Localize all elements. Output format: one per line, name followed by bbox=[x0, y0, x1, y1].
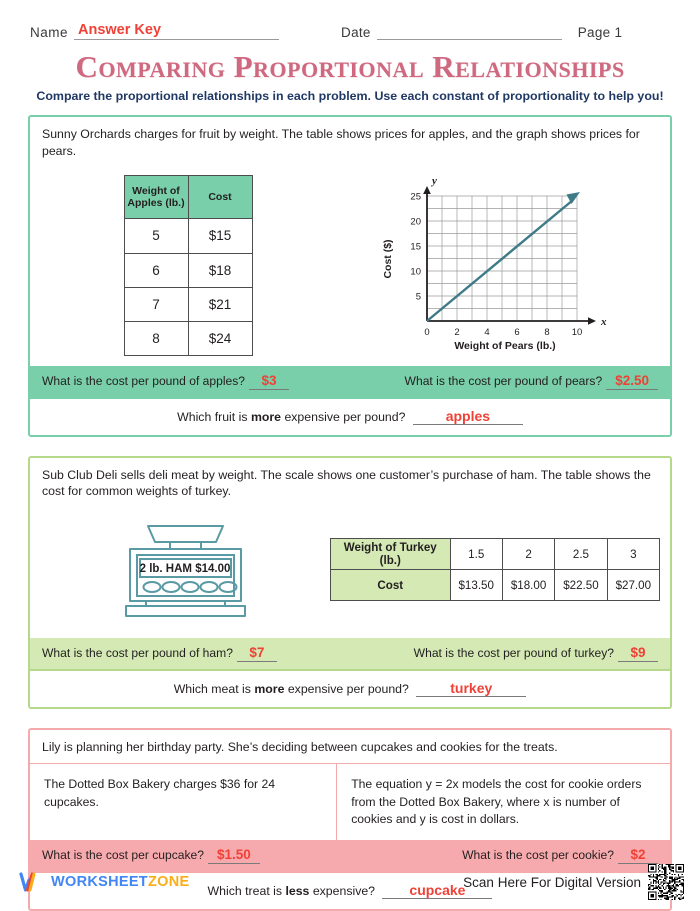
data-series-pears bbox=[427, 192, 580, 321]
final-question-emphasis: less bbox=[285, 883, 310, 898]
scale-button bbox=[162, 582, 179, 592]
logo-text bbox=[51, 874, 189, 890]
worksheet-zone-logo[interactable] bbox=[18, 869, 189, 895]
svg-text:0: 0 bbox=[424, 327, 430, 339]
qr-code-icon[interactable] bbox=[648, 864, 684, 900]
cell-cost: $18 bbox=[188, 253, 252, 287]
problem-2 bbox=[28, 456, 672, 709]
apples-table-wrapper bbox=[38, 171, 338, 356]
final-question-after: expensive per pound? bbox=[284, 409, 406, 424]
question-text: What is the cost per cookie? bbox=[462, 848, 614, 863]
svg-text:10: 10 bbox=[571, 327, 583, 339]
answer-apples-cost[interactable]: $3 bbox=[249, 373, 289, 390]
scale-neck bbox=[170, 542, 201, 549]
apples-col-header-cost: Cost bbox=[188, 176, 252, 219]
y-axis-name: y bbox=[432, 175, 437, 188]
series-line bbox=[427, 200, 573, 321]
cell-weight: 6 bbox=[124, 253, 188, 287]
table-row bbox=[331, 539, 660, 570]
date-input-line[interactable] bbox=[377, 22, 562, 40]
pears-graph bbox=[375, 171, 625, 356]
scale-body bbox=[130, 549, 241, 601]
svg-text:8: 8 bbox=[544, 327, 550, 339]
question-text: What is the cost per cupcake? bbox=[42, 848, 205, 863]
deli-scale-icon bbox=[118, 514, 253, 626]
cupcake-info: The Dotted Box Bakery charges $36 for 24 cupcakes. bbox=[30, 764, 337, 840]
problem-1 bbox=[28, 115, 672, 437]
problem-2-final-row bbox=[30, 669, 670, 707]
problem-1-prompt: Sunny Orchards charges for fruit by weight. The table shows prices for apples, and the graph shows prices for pears. bbox=[30, 117, 670, 167]
problem-3-prompt: Lily is planning her birthday party. She’s deciding between cupcakes and cookies for the treats. bbox=[30, 730, 670, 764]
answer-more-expensive-fruit[interactable]: apples bbox=[413, 408, 523, 425]
problem-2-question-right bbox=[350, 645, 658, 662]
cell-cost: $22.50 bbox=[555, 570, 607, 601]
cell-weight: 1.5 bbox=[450, 539, 502, 570]
problem-1-question-right bbox=[350, 373, 658, 390]
final-question-emphasis: more bbox=[254, 681, 285, 696]
svg-text:5: 5 bbox=[415, 291, 421, 303]
cell-weight: 7 bbox=[124, 287, 188, 321]
answer-less-expensive-treat[interactable]: cupcake bbox=[382, 882, 492, 899]
svg-text:6: 6 bbox=[514, 327, 520, 339]
turkey-row-header-weight: Weight of Turkey (lb.) bbox=[331, 539, 451, 570]
x-axis-label: Weight of Pears (lb.) bbox=[454, 340, 556, 353]
svg-text:20: 20 bbox=[410, 216, 421, 228]
page-number-label: Page 1 bbox=[577, 25, 623, 40]
scale-button bbox=[143, 582, 160, 592]
cell-cost: $18.00 bbox=[502, 570, 554, 601]
problem-2-content bbox=[30, 508, 670, 638]
table-row bbox=[124, 287, 252, 321]
turkey-table-wrapper bbox=[330, 538, 660, 601]
logo-word-worksheet: WORKSHEET bbox=[51, 874, 148, 890]
question-text: What is the cost per pound of turkey? bbox=[413, 645, 614, 660]
cell-weight: 2.5 bbox=[555, 539, 607, 570]
page-subtitle: Compare the proportional relationships in each problem. Use each constant of proportionality to help you! bbox=[36, 89, 664, 103]
logo-word-zone: ZONE bbox=[147, 874, 190, 890]
cell-weight: 2 bbox=[502, 539, 554, 570]
problem-1-content bbox=[30, 167, 670, 366]
cookie-equation-info: The equation y = 2x models the cost for cookie orders from the Dotted Box Bakery, where x is number of cookies and y is cost in dollars. bbox=[351, 777, 642, 826]
answer-cupcake-cost[interactable]: $1.50 bbox=[208, 847, 260, 864]
final-question-after: expensive? bbox=[312, 883, 376, 898]
page-title: Comparing Proportional Relationships bbox=[75, 49, 625, 84]
apples-table bbox=[124, 175, 253, 356]
answer-cookie-cost[interactable]: $2 bbox=[618, 847, 658, 864]
problem-3-question-left bbox=[42, 847, 350, 864]
cell-weight: 8 bbox=[124, 321, 188, 355]
svg-text:4: 4 bbox=[484, 327, 490, 339]
svg-text:15: 15 bbox=[410, 241, 421, 253]
scale-button bbox=[181, 582, 198, 592]
scale-tray bbox=[148, 526, 223, 542]
name-answer-value: Answer Key bbox=[78, 22, 162, 38]
answer-pears-cost[interactable]: $2.50 bbox=[606, 373, 658, 390]
y-axis-label: Cost ($) bbox=[382, 239, 394, 279]
turkey-table bbox=[330, 538, 660, 601]
cell-cost: $21 bbox=[188, 287, 252, 321]
table-row bbox=[124, 219, 252, 253]
problem-2-answer-row bbox=[30, 638, 670, 669]
cell-weight: 5 bbox=[124, 219, 188, 253]
pears-graph-wrapper bbox=[338, 171, 662, 356]
cell-cost: $24 bbox=[188, 321, 252, 355]
x-axis-name: x bbox=[601, 316, 607, 329]
cell-weight: 3 bbox=[607, 539, 659, 570]
y-axis-arrow bbox=[423, 186, 431, 194]
date-label: Date bbox=[341, 25, 371, 40]
question-text: What is the cost per pound of ham? bbox=[42, 645, 233, 660]
cell-cost: $15 bbox=[188, 219, 252, 253]
scan-instruction-text: Scan Here For Digital Version bbox=[463, 874, 641, 890]
x-axis-arrow bbox=[588, 317, 596, 325]
problem-1-question-left bbox=[42, 373, 350, 390]
final-question-after: expensive per pound? bbox=[287, 681, 409, 696]
scale-body-inner bbox=[137, 555, 234, 596]
final-question-before: Which treat is bbox=[207, 883, 283, 898]
svg-text:2: 2 bbox=[454, 327, 460, 339]
name-label: Name bbox=[30, 25, 69, 40]
page-header bbox=[0, 0, 700, 40]
cell-cost: $27.00 bbox=[607, 570, 659, 601]
scale-base bbox=[126, 606, 245, 616]
scale-button bbox=[200, 582, 217, 592]
table-row bbox=[124, 253, 252, 287]
problem-3-question-right bbox=[350, 847, 658, 864]
table-header-row bbox=[124, 176, 252, 219]
table-row bbox=[124, 321, 252, 355]
pears-graph-svg bbox=[375, 171, 625, 356]
page-footer bbox=[0, 864, 700, 900]
worksheet-zone-mark-icon bbox=[18, 869, 44, 895]
problem-2-question-left bbox=[42, 645, 350, 662]
scale-display-text: 2 lb. HAM $14.00 bbox=[139, 562, 230, 575]
problem-1-answer-row bbox=[30, 366, 670, 397]
final-question-emphasis: more bbox=[250, 409, 282, 424]
answer-more-expensive-meat[interactable]: turkey bbox=[416, 680, 526, 697]
deli-scale-wrapper bbox=[40, 514, 330, 626]
answer-turkey-cost[interactable]: $9 bbox=[618, 645, 658, 662]
final-question-before: Which fruit is bbox=[177, 409, 248, 424]
cell-cost: $13.50 bbox=[450, 570, 502, 601]
turkey-row-header-cost: Cost bbox=[331, 570, 451, 601]
final-question-before: Which meat is bbox=[173, 681, 251, 696]
svg-text:10: 10 bbox=[410, 266, 421, 278]
problem-3-content bbox=[30, 763, 670, 840]
table-row bbox=[331, 570, 660, 601]
name-input-line[interactable] bbox=[74, 22, 279, 40]
problem-1-final-row bbox=[30, 397, 670, 435]
question-text: What is the cost per pound of apples? bbox=[42, 374, 246, 389]
answer-ham-cost[interactable]: $7 bbox=[237, 645, 277, 662]
question-text: What is the cost per pound of pears? bbox=[404, 374, 603, 389]
problem-2-prompt: Sub Club Deli sells deli meat by weight. The scale shows one customer’s purchase of ham. The table shows the cost for common weights of turkey. bbox=[30, 458, 670, 508]
apples-col-header-weight: Weight of Apples (lb.) bbox=[124, 176, 188, 219]
svg-text:25: 25 bbox=[410, 191, 421, 203]
